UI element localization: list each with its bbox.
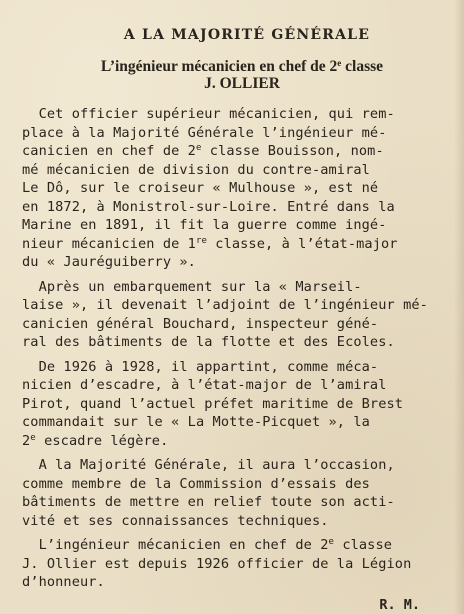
- text-line: canicien en chef de 2e classe Bouisson, nom-: [22, 143, 384, 159]
- text-line: en 1872, à Monistrol-sur-Loire. Entré dans la: [22, 198, 395, 215]
- article-body: [22, 105, 452, 592]
- author-signature: R. M.: [379, 596, 420, 613]
- text-line: Marine en 1891, il fit la guerre comme ingé-: [22, 217, 387, 233]
- text-line: Après un embarquement sur la « Marseil-: [22, 278, 362, 295]
- article-paragraph: [22, 358, 452, 451]
- text-line: Cet officier supérieur mécanicien, qui rem-: [22, 106, 395, 122]
- text-line: place à la Majorité Générale l’ingénieur mé-: [22, 124, 387, 141]
- article-paragraph: [22, 536, 452, 592]
- text-line: 2e escadre légère.: [22, 432, 169, 449]
- text-line: comme membre de la Commission d’essais des: [22, 475, 370, 492]
- text-line: Pirot, quand l’actuel préfet maritime de Brest: [22, 395, 404, 412]
- text-line: A la Majorité Générale, il aura l’occasion,: [22, 457, 395, 473]
- page-edge-shadow: [454, 0, 464, 614]
- text-line: nicien d’escadre, à l’état-major de l’amiral: [22, 377, 387, 393]
- article-paragraph: [22, 456, 452, 530]
- text-line: L’ingénieur mécanicien en chef de 2e classe: [22, 537, 393, 553]
- text-line: vité et ses connaissances techniques.: [22, 512, 329, 529]
- subtitle-line-2: J. OLLIER: [204, 75, 280, 92]
- text-line: du « Jauréguiberry ».: [22, 254, 196, 270]
- text-line: De 1926 à 1928, il appartint, comme méca-: [22, 358, 379, 375]
- text-line: d’honneur.: [22, 574, 105, 590]
- text-line: nieur mécanicien de 1re classe, à l’état-major: [22, 235, 398, 252]
- article-paragraph: [22, 278, 452, 352]
- text-line: laise », il devenait l’adjoint de l’ingénieur mé-: [22, 297, 428, 313]
- subtitle-line-1: L’ingénieur mécanicien en chef de 2e classe: [100, 58, 384, 75]
- text-line: commandait sur le « La Motte-Picquet », la: [22, 414, 370, 430]
- article-subtitle: [22, 58, 452, 92]
- text-line: bâtiments de mettre en relief toute son acti-: [22, 494, 395, 510]
- section-title: A LA MAJORITÉ GÉNÉRALE: [123, 27, 371, 43]
- text-line: J. Ollier est depuis 1926 officier de la Légion: [22, 555, 412, 572]
- article-paragraph: [22, 105, 452, 272]
- text-line: ral des bâtiments de la flotte et des Ecoles.: [22, 334, 395, 350]
- text-line: Le Dô, sur le croiseur « Mulhouse », est né: [22, 180, 379, 196]
- text-line: canicien général Bouchard, inspecteur géné-: [22, 315, 379, 332]
- text-line: mé mécanicien de division du contre-amiral: [22, 161, 370, 178]
